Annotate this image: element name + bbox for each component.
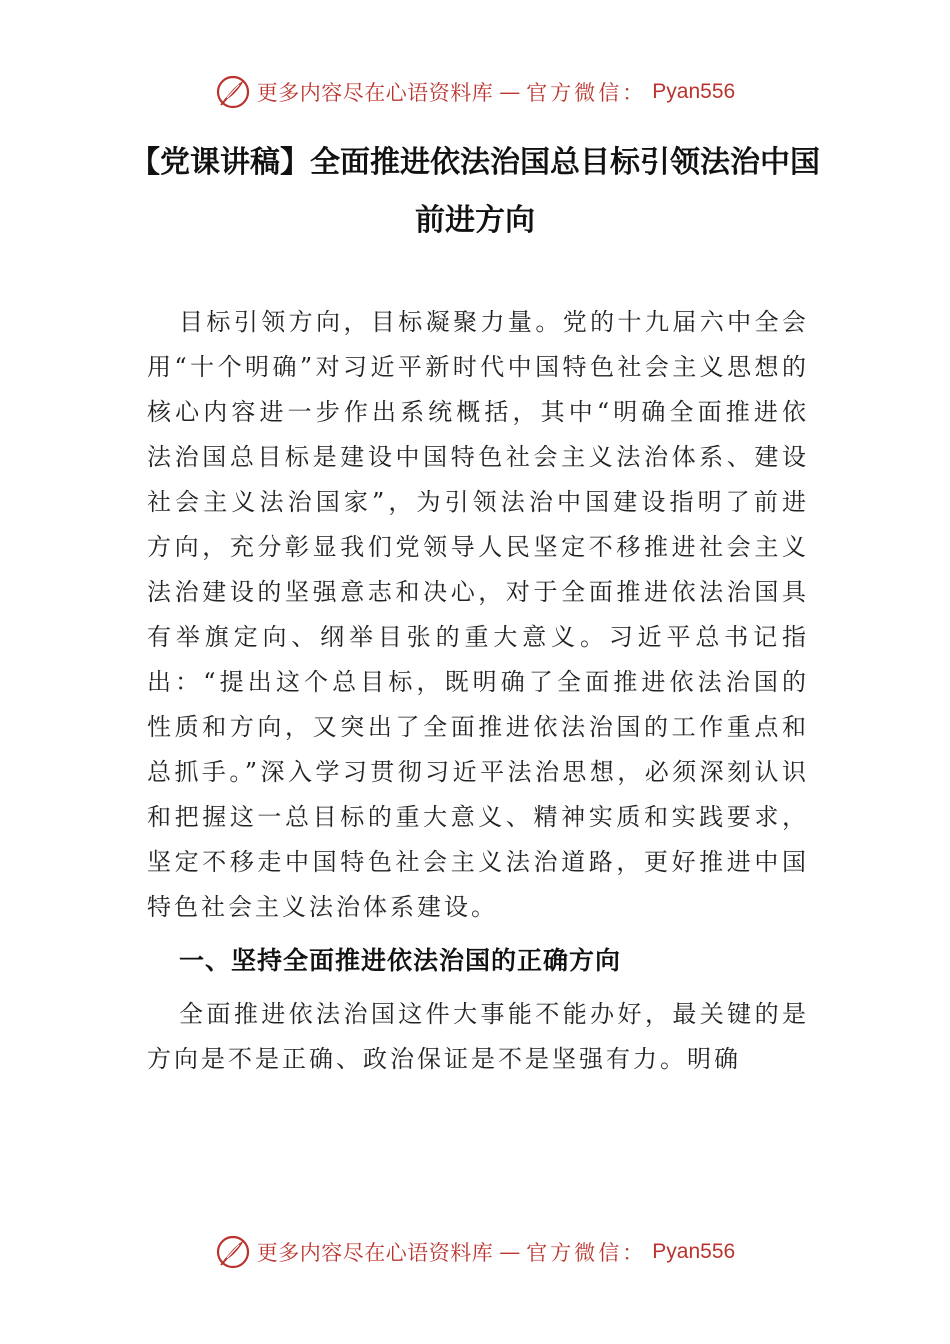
watermark-wechat-label: 官方微信：	[526, 1241, 647, 1265]
section-heading: 一、坚持全面推进依法治国的正确方向	[179, 946, 622, 975]
document-title: 【党课讲稿】全面推进依法治国总目标引领法治中国前进方向	[130, 145, 820, 238]
watermark-wechat-label: 官方微信：	[526, 81, 647, 105]
watermark-separator: —	[499, 1240, 521, 1264]
watermark-logo-icon	[215, 74, 251, 110]
document-body	[147, 300, 809, 1082]
watermark-logo-icon	[215, 1234, 251, 1270]
body-paragraph: 目标引领方向，目标凝聚力量。党的十九届六中全会用“十个明确”对习近平新时代中国特色社会主义思想的核心内容进一步作出系统概括，其中“明确全面推进依法治国总目标是建设中国特色社会主义法治体系、建设社会主义法治国家”，为引领法治中国建设指明了前进方向，充分彰显我们党领导人民坚定不移推进社会主义法治建设的坚强意志和决心，对于全面推进依法治国具有举旗定向、纲举目张的重大意义。习近平总书记指出：“提出这个总目标，既明确了全面推进依法治国的性质和方向，又突出了全面推进依法治国的工作重点和总抓手。”深入学习贯彻习近平法治思想，必须深刻认识和把握这一总目标的重大意义、精神实质和实践要求，坚定不移走中国特色社会主义法治道路，更好推进中国特色社会主义法治体系建设。	[147, 308, 809, 921]
watermark-wechat-id: Pyan556	[652, 1240, 736, 1263]
header-watermark	[0, 72, 950, 112]
watermark-separator: —	[499, 80, 521, 104]
watermark-wechat-id: Pyan556	[652, 80, 736, 103]
footer-watermark	[0, 1232, 950, 1272]
section-paragraph: 全面推进依法治国这件大事能不能办好，最关键的是方向是不是正确、政治保证是不是坚强有力。明确	[147, 1000, 809, 1073]
watermark-text: 更多内容尽在心语资料库	[256, 81, 494, 105]
watermark-text: 更多内容尽在心语资料库	[256, 1241, 494, 1265]
